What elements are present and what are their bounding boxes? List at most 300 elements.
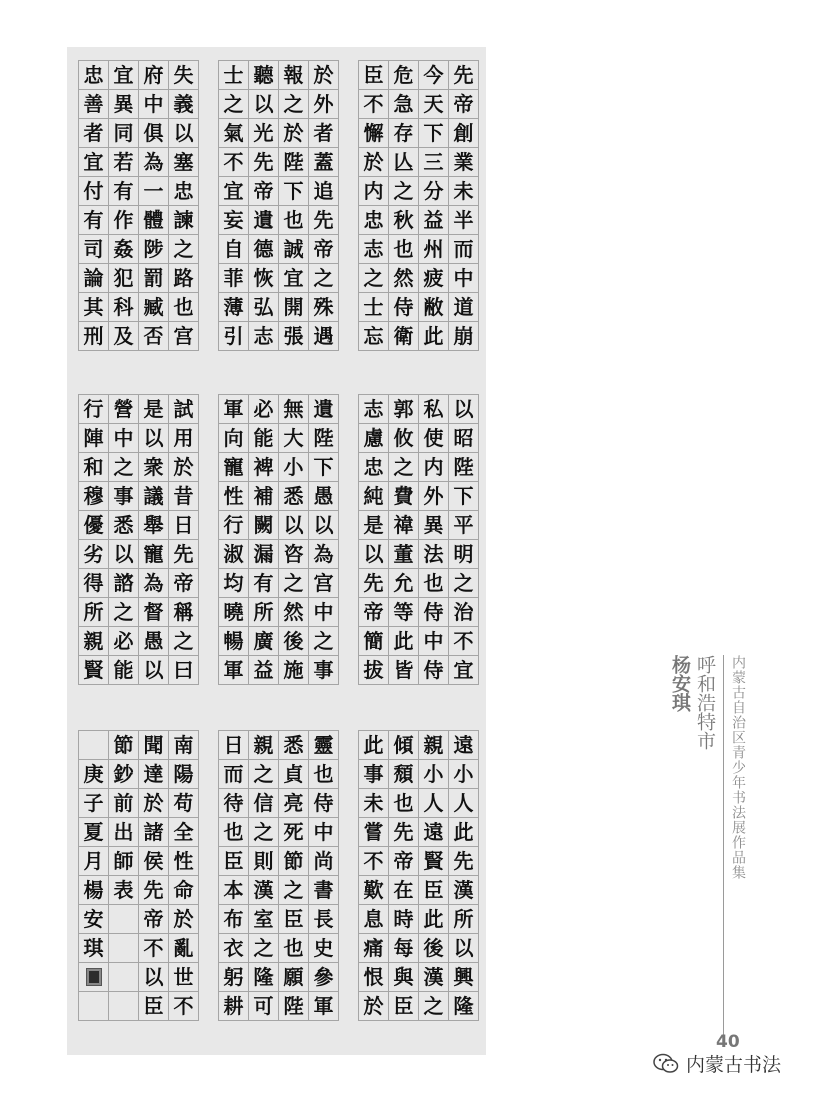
character-cell xyxy=(309,656,338,685)
character: 以 xyxy=(143,965,164,989)
character: 得 xyxy=(83,571,104,595)
character: 本 xyxy=(223,878,244,902)
character: 然 xyxy=(393,266,414,290)
character: 下 xyxy=(283,179,304,203)
character-cell xyxy=(169,876,198,905)
character-cell xyxy=(359,656,388,685)
character: 否 xyxy=(143,324,164,348)
character: 楊 xyxy=(83,878,104,902)
character-cell xyxy=(449,992,478,1021)
character-cell xyxy=(419,905,448,934)
character: 也 xyxy=(393,791,414,815)
character-cell xyxy=(139,540,168,569)
character-cell xyxy=(449,119,478,148)
character-cell xyxy=(169,148,198,177)
character-cell xyxy=(139,293,168,322)
character-cell xyxy=(139,963,168,992)
character: 舉 xyxy=(143,513,164,537)
character-cell xyxy=(419,656,448,685)
character-cell xyxy=(449,731,478,760)
character: 是 xyxy=(363,513,384,537)
character: 忠 xyxy=(173,179,194,203)
character: 自 xyxy=(223,237,244,261)
character: 曰 xyxy=(173,658,194,682)
character-cell xyxy=(419,847,448,876)
character: 議 xyxy=(143,484,164,508)
character-cell xyxy=(79,992,108,1021)
character-cell xyxy=(249,511,278,540)
character-cell xyxy=(219,119,248,148)
character-cell xyxy=(109,206,138,235)
character: 所 xyxy=(453,907,474,931)
character: 在 xyxy=(393,878,414,902)
character-cell xyxy=(109,148,138,177)
character: 愚 xyxy=(313,484,334,508)
character-cell xyxy=(419,206,448,235)
character: 司 xyxy=(83,237,104,261)
character: 之 xyxy=(393,455,414,479)
character: 侯 xyxy=(143,849,164,873)
character: 私 xyxy=(423,397,444,421)
character-cell xyxy=(279,177,308,206)
character-cell xyxy=(359,992,388,1021)
character: 之 xyxy=(423,994,444,1018)
character-cell xyxy=(79,598,108,627)
character-cell xyxy=(419,322,448,351)
character: 曉 xyxy=(223,600,244,624)
character-cell xyxy=(419,992,448,1021)
character-cell xyxy=(419,395,448,424)
character-cell xyxy=(79,905,108,934)
character: 妄 xyxy=(223,208,244,232)
character-cell xyxy=(249,992,278,1021)
character-cell xyxy=(309,453,338,482)
character: 節 xyxy=(283,849,304,873)
character-cell xyxy=(309,148,338,177)
character-cell xyxy=(109,847,138,876)
character-cell xyxy=(249,177,278,206)
character: 薄 xyxy=(223,295,244,319)
character: 之 xyxy=(313,629,334,653)
character: 悉 xyxy=(283,484,304,508)
character-cell xyxy=(419,627,448,656)
character-cell xyxy=(359,482,388,511)
character: 長 xyxy=(313,907,334,931)
character-cell xyxy=(169,322,198,351)
character: 侍 xyxy=(423,658,444,682)
character: 疲 xyxy=(423,266,444,290)
character: 不 xyxy=(173,994,194,1018)
character: 以 xyxy=(283,513,304,537)
character-cell xyxy=(449,395,478,424)
character: 愚 xyxy=(143,629,164,653)
character-cell xyxy=(169,61,198,90)
character: 向 xyxy=(223,426,244,450)
city-caption: 呼和浩特市 xyxy=(694,655,716,750)
character-cell xyxy=(279,569,308,598)
character: 之 xyxy=(313,266,334,290)
character-cell xyxy=(79,177,108,206)
character: 不 xyxy=(363,92,384,116)
character: 之 xyxy=(253,936,274,960)
character-cell xyxy=(139,598,168,627)
character: 宜 xyxy=(83,150,104,174)
character-cell xyxy=(249,731,278,760)
character: 懈 xyxy=(363,121,384,145)
character: 和 xyxy=(83,455,104,479)
character: 帝 xyxy=(393,849,414,873)
character: 歎 xyxy=(363,878,384,902)
character-cell xyxy=(79,119,108,148)
character-cell xyxy=(169,627,198,656)
character: 遺 xyxy=(253,208,274,232)
calligraphy-panel xyxy=(78,730,199,1021)
character: 傾 xyxy=(393,733,414,757)
character: 悉 xyxy=(113,513,134,537)
character-cell xyxy=(279,453,308,482)
character-cell xyxy=(109,264,138,293)
character: 以 xyxy=(143,658,164,682)
character: 行 xyxy=(83,397,104,421)
character: 皆 xyxy=(393,658,414,682)
character-cell xyxy=(389,293,418,322)
character-cell xyxy=(249,760,278,789)
character-cell xyxy=(309,90,338,119)
character: 忘 xyxy=(363,324,384,348)
character-cell xyxy=(139,395,168,424)
character: 先 xyxy=(363,571,384,595)
character: 忠 xyxy=(363,455,384,479)
character-cell xyxy=(279,876,308,905)
character: 同 xyxy=(113,121,134,145)
character-cell xyxy=(139,206,168,235)
character-cell xyxy=(79,760,108,789)
character: 布 xyxy=(223,907,244,931)
character-cell xyxy=(419,148,448,177)
character-cell xyxy=(279,424,308,453)
character-cell xyxy=(219,264,248,293)
character: 志 xyxy=(363,397,384,421)
character: 臣 xyxy=(423,878,444,902)
character-cell xyxy=(79,61,108,90)
character: 先 xyxy=(453,849,474,873)
character-cell xyxy=(169,511,198,540)
character-cell xyxy=(249,424,278,453)
character-cell xyxy=(419,511,448,540)
character-cell xyxy=(219,61,248,90)
character-cell xyxy=(389,963,418,992)
character-cell xyxy=(279,731,308,760)
character: 昔 xyxy=(173,484,194,508)
character: 先 xyxy=(143,878,164,902)
character-cell xyxy=(389,569,418,598)
character-cell xyxy=(79,511,108,540)
character-cell xyxy=(219,992,248,1021)
character-cell xyxy=(449,511,478,540)
character: 夏 xyxy=(83,820,104,844)
character-cell xyxy=(389,876,418,905)
character-cell xyxy=(169,177,198,206)
character: 亂 xyxy=(173,936,194,960)
character: 裨 xyxy=(253,455,274,479)
character: 以 xyxy=(253,92,274,116)
character: 漏 xyxy=(253,542,274,566)
character-cell xyxy=(419,424,448,453)
character: 聞 xyxy=(143,733,164,757)
character-cell xyxy=(359,61,388,90)
character: 暢 xyxy=(223,629,244,653)
character: 敝 xyxy=(423,295,444,319)
character-cell xyxy=(249,656,278,685)
character: 所 xyxy=(83,600,104,624)
character-cell xyxy=(109,424,138,453)
character: 漢 xyxy=(423,965,444,989)
character-cell xyxy=(109,90,138,119)
character-cell xyxy=(219,731,248,760)
character: 命 xyxy=(173,878,194,902)
character-cell xyxy=(279,789,308,818)
calligraphy-panel xyxy=(78,60,199,351)
character: 宜 xyxy=(453,658,474,682)
character-cell xyxy=(219,90,248,119)
character-cell xyxy=(79,206,108,235)
character: 之 xyxy=(253,762,274,786)
character-cell xyxy=(109,876,138,905)
character: 危 xyxy=(393,63,414,87)
character: 聽 xyxy=(253,63,274,87)
character: 天 xyxy=(423,92,444,116)
character: 有 xyxy=(253,571,274,595)
character: 費 xyxy=(393,484,414,508)
character-cell xyxy=(309,627,338,656)
character: 以 xyxy=(453,936,474,960)
character-cell xyxy=(419,789,448,818)
character: 子 xyxy=(83,791,104,815)
character: 此 xyxy=(393,629,414,653)
character: 秋 xyxy=(393,208,414,232)
character-cell xyxy=(219,453,248,482)
calligraphy-panel xyxy=(358,60,479,351)
character: 於 xyxy=(173,907,194,931)
character-cell xyxy=(139,61,168,90)
character: 先 xyxy=(173,542,194,566)
character: 事 xyxy=(363,762,384,786)
character-cell xyxy=(109,992,138,1021)
character: 道 xyxy=(453,295,474,319)
character: 氣 xyxy=(223,121,244,145)
character: 不 xyxy=(453,629,474,653)
character-cell xyxy=(449,90,478,119)
character-cell xyxy=(249,540,278,569)
character: 不 xyxy=(363,849,384,873)
character: 臣 xyxy=(363,63,384,87)
character-cell xyxy=(279,818,308,847)
character-cell xyxy=(279,482,308,511)
character: 靈 xyxy=(313,733,334,757)
character-cell xyxy=(309,482,338,511)
character: 忠 xyxy=(363,208,384,232)
character-cell xyxy=(219,760,248,789)
character: 亮 xyxy=(283,791,304,815)
character-cell xyxy=(79,90,108,119)
character: 可 xyxy=(253,994,274,1018)
character-cell xyxy=(389,453,418,482)
character: 軍 xyxy=(223,397,244,421)
artist-name: 杨安琪 xyxy=(669,655,691,712)
character-cell xyxy=(169,119,198,148)
character: 侍 xyxy=(313,791,334,815)
character-cell xyxy=(359,569,388,598)
text-column xyxy=(389,731,419,1021)
character-cell xyxy=(279,598,308,627)
character-cell xyxy=(139,934,168,963)
character-cell xyxy=(169,293,198,322)
character: 之 xyxy=(453,571,474,595)
character: 志 xyxy=(363,237,384,261)
text-column xyxy=(449,395,479,685)
character-cell xyxy=(169,992,198,1021)
character: 之 xyxy=(283,92,304,116)
text-column xyxy=(139,61,169,351)
character: 世 xyxy=(173,965,194,989)
character-cell xyxy=(169,963,198,992)
character-cell xyxy=(419,598,448,627)
character-cell xyxy=(249,876,278,905)
character-cell xyxy=(449,148,478,177)
calligraphy-panel xyxy=(218,60,339,351)
character: 府 xyxy=(143,63,164,87)
character-cell xyxy=(169,934,198,963)
text-column xyxy=(169,61,199,351)
character-cell xyxy=(279,511,308,540)
character: 路 xyxy=(173,266,194,290)
character: 業 xyxy=(453,150,474,174)
character: 侍 xyxy=(423,600,444,624)
character-cell xyxy=(169,482,198,511)
character: 達 xyxy=(143,762,164,786)
character-cell xyxy=(79,656,108,685)
character-cell xyxy=(109,293,138,322)
character: 能 xyxy=(253,426,274,450)
character: 衆 xyxy=(143,455,164,479)
character: 廣 xyxy=(253,629,274,653)
character: 也 xyxy=(283,936,304,960)
character: 外 xyxy=(313,92,334,116)
character: 貞 xyxy=(283,762,304,786)
character-cell xyxy=(389,235,418,264)
character-cell xyxy=(449,540,478,569)
character: 也 xyxy=(313,762,334,786)
character-cell xyxy=(79,424,108,453)
character: 為 xyxy=(143,571,164,595)
character-cell xyxy=(109,569,138,598)
character-cell xyxy=(249,818,278,847)
character-cell xyxy=(309,395,338,424)
character: 悉 xyxy=(283,733,304,757)
character-cell xyxy=(359,453,388,482)
character-cell xyxy=(449,876,478,905)
calligraphy-panel xyxy=(218,394,339,685)
character-cell xyxy=(79,264,108,293)
character-cell xyxy=(419,235,448,264)
character: 中 xyxy=(313,820,334,844)
character-cell xyxy=(359,789,388,818)
character: 付 xyxy=(83,179,104,203)
character-cell xyxy=(219,322,248,351)
character-cell xyxy=(219,482,248,511)
character-cell xyxy=(309,264,338,293)
character: 先 xyxy=(453,63,474,87)
character: 罰 xyxy=(143,266,164,290)
character: 願 xyxy=(283,965,304,989)
character-cell xyxy=(389,322,418,351)
text-column xyxy=(79,61,109,351)
character-cell xyxy=(359,322,388,351)
character: 德 xyxy=(253,237,274,261)
character-cell xyxy=(219,177,248,206)
character-cell xyxy=(249,148,278,177)
character: 以 xyxy=(453,397,474,421)
character: 淑 xyxy=(223,542,244,566)
character: 寵 xyxy=(223,455,244,479)
character: 義 xyxy=(173,92,194,116)
character: 師 xyxy=(113,849,134,873)
text-column xyxy=(169,731,199,1021)
character-cell xyxy=(279,148,308,177)
character-cell xyxy=(139,656,168,685)
character: 塞 xyxy=(173,150,194,174)
character: 宜 xyxy=(223,179,244,203)
character-cell xyxy=(279,847,308,876)
character: 遺 xyxy=(313,397,334,421)
text-column xyxy=(279,731,309,1021)
character: 開 xyxy=(283,295,304,319)
character-cell xyxy=(139,264,168,293)
character-cell xyxy=(389,61,418,90)
text-column xyxy=(419,61,449,351)
character-cell xyxy=(279,206,308,235)
character: 於 xyxy=(363,994,384,1018)
character-cell xyxy=(249,322,278,351)
character: 之 xyxy=(173,629,194,653)
page-number: 40 xyxy=(716,1032,740,1052)
character: 必 xyxy=(113,629,134,653)
character-cell xyxy=(359,424,388,453)
character: 有 xyxy=(83,208,104,232)
character-cell xyxy=(109,627,138,656)
character-cell xyxy=(309,511,338,540)
character-cell xyxy=(449,235,478,264)
character-cell xyxy=(359,847,388,876)
character-cell xyxy=(359,963,388,992)
character-cell xyxy=(249,453,278,482)
character: 陽 xyxy=(173,762,194,786)
character: 苟 xyxy=(173,791,194,815)
character: 嘗 xyxy=(363,820,384,844)
character: 宜 xyxy=(283,266,304,290)
character-cell xyxy=(389,905,418,934)
character-cell xyxy=(109,656,138,685)
character-cell xyxy=(79,322,108,351)
character: 待 xyxy=(223,791,244,815)
character-cell xyxy=(449,818,478,847)
character: 則 xyxy=(253,849,274,873)
character-cell xyxy=(419,482,448,511)
character: 下 xyxy=(423,121,444,145)
text-column xyxy=(249,731,279,1021)
character: 小 xyxy=(283,455,304,479)
character: 性 xyxy=(173,849,194,873)
